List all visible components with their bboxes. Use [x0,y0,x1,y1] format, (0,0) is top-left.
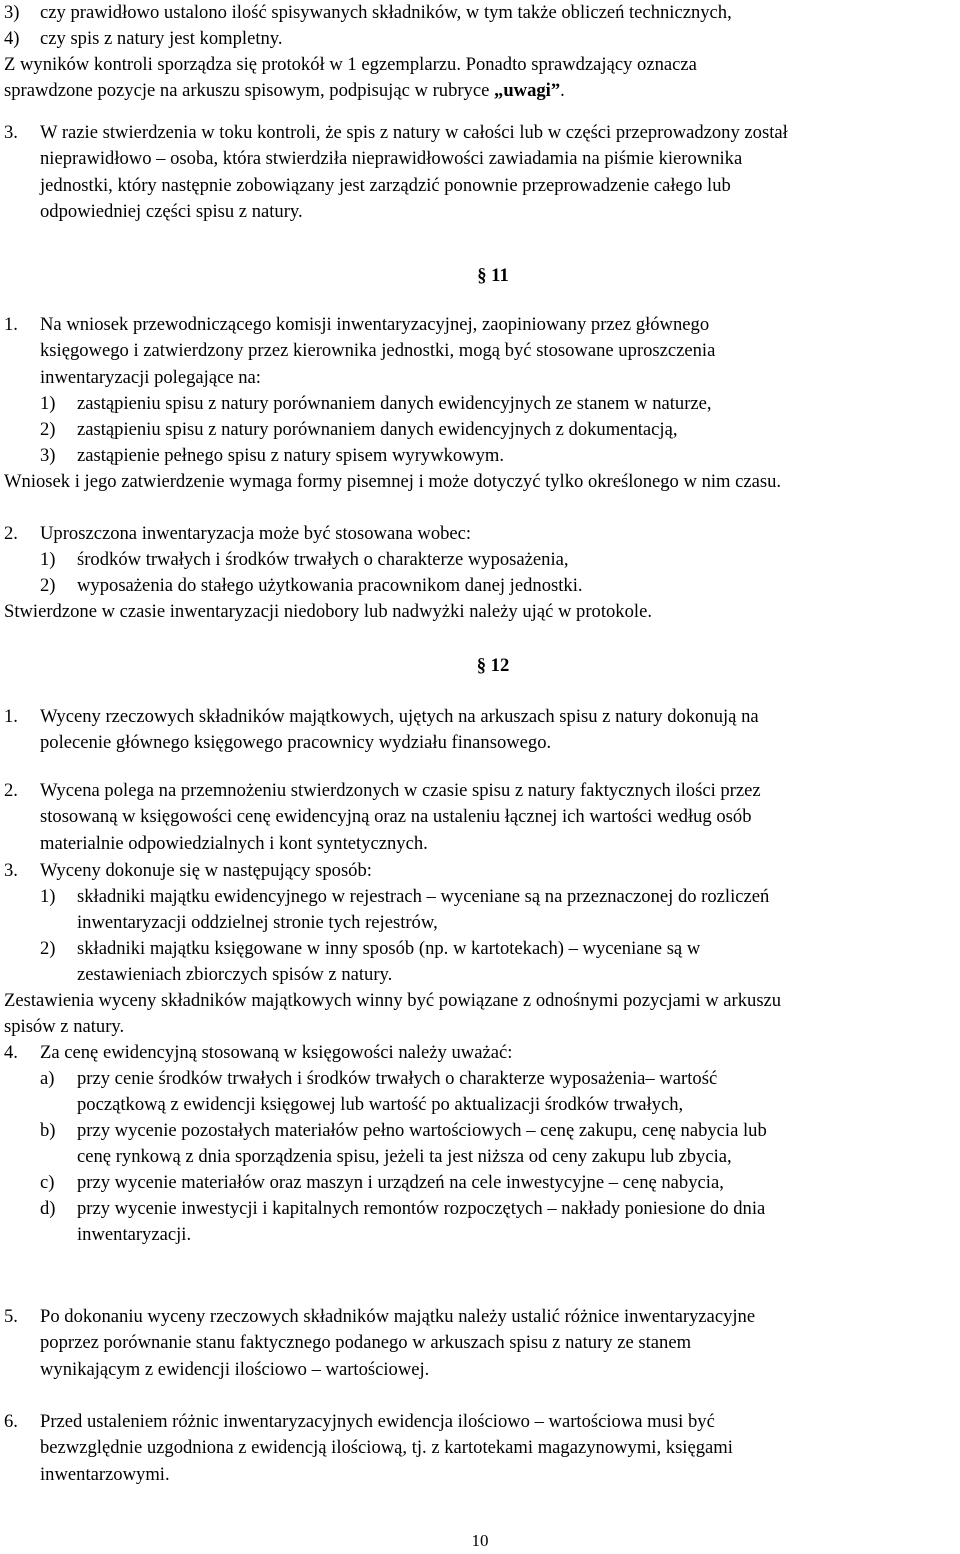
paragraph [0,469,960,495]
paragraph-body [40,521,960,547]
paragraph-line: odpowiedniej części spisu z natury. [40,201,303,223]
item-text: czy spis z natury jest kompletny. [40,28,283,49]
paragraph-line: spisów z natury. [4,1016,125,1038]
paragraph-line: Po dokonaniu wyceny rzeczowych składników majątku należy ustalić różnice inwentaryzacyjne [40,1306,756,1327]
item-number: 2) [40,419,56,440]
paragraph-body [40,778,960,857]
item-number: 3) [40,445,56,466]
paragraph-body [40,704,960,757]
paragraph-line: inwentarzowymi. [40,1463,170,1485]
item-letter: d) [40,1198,56,1219]
item-number: 4) [4,28,20,49]
list-item [0,884,960,937]
paragraph-number: 6. [4,1411,18,1432]
paragraph-line: bezwzględnie uzgodniona z ewidencją ilościową, tj. z kartotekami magazynowymi, księgami [40,1437,733,1459]
numbered-paragraph [0,778,960,857]
item-number: 1) [40,886,56,907]
item-line: przy wycenie materiałów oraz maszyn i urządzeń na cele inwestycyjne – cenę nabycia, [77,1172,724,1193]
paragraph-line: Stwierdzone w czasie inwentaryzacji niedobory lub nadwyżki należy ująć w protokole. [4,601,652,622]
paragraph-line: inwentaryzacji polegające na: [40,366,261,388]
paragraph-line: Zestawienia wyceny składników majątkowych winny być powiązane z odnośnymi pozycjami w arkuszu [4,990,782,1011]
numbered-paragraph [0,704,960,757]
paragraph-line: polecenie głównego księgowego pracownicy wydziału finansowego. [40,732,552,754]
list-item [0,1066,960,1119]
paragraph-line: Wniosek i jego zatwierdzenie wymaga formy pisemnej i może dotyczyć tylko określonego w nim czasu. [4,471,782,492]
paragraph-line: Za cenę ewidencyjną stosowaną w księgowości należy uważać: [40,1042,513,1063]
list-item [0,26,960,52]
item-line: przy cenie środków trwałych i środków trwałych o charakterze wyposażenia– wartość [77,1068,718,1089]
list-item [0,1196,960,1249]
paragraph-line: Uproszczona inwentaryzacja może być stosowana wobec: [40,523,472,544]
paragraph-line: Na wniosek przewodniczącego komisji inwentaryzacyjnej, zaopiniowany przez głównego [40,314,710,335]
paragraph [0,988,960,1041]
item-line: początkową z ewidencji księgowej lub wartość po aktualizacji środków trwałych, [77,1094,684,1116]
paragraph-body [40,312,960,391]
list-item [0,391,960,417]
list-item [0,1118,960,1171]
item-line: przy wycenie pozostałych materiałów pełno wartościowych – cenę zakupu, cenę nabycia lub [77,1120,767,1141]
list-item [0,443,960,469]
paragraph-line: nieprawidłowo – osoba, która stwierdziła nieprawidłowości zawiadamia na piśmie kierownika [40,148,743,170]
paragraph-line: wynikającym z ewidencji ilościowo – wartościowej. [40,1358,430,1380]
item-text: czy prawidłowo ustalono ilość spisywanych składników, w tym także obliczeń technicznych, [40,2,732,23]
page-number: 10 [471,1531,489,1550]
paragraph-line: jednostki, który następnie zobowiązany jest zarządzić ponownie przeprowadzenie całego lub [40,174,731,196]
paragraph [0,52,960,105]
numbered-paragraph [0,858,960,884]
numbered-paragraph [0,521,960,547]
paragraph-number: 2. [4,523,18,544]
item-line: cenę rynkową z dnia sporządzenia spisu, jeżeli ta jest niższa od ceny zakupu lub zbycia, [77,1146,732,1168]
bold-term: „uwagi” [494,80,561,102]
item-body [77,1066,960,1119]
item-text: środków trwałych i środków trwałych o charakterze wyposażenia, [77,549,569,570]
item-text: zastąpienie pełnego spisu z natury spisem wyrywkowym. [77,445,505,466]
paragraph-line: Wyceny dokonuje się w następujący sposób: [40,860,372,881]
item-text: zastąpieniu spisu z natury porównaniem danych ewidencyjnych z dokumentacją, [77,419,678,440]
paragraph-line: księgowego i zatwierdzony przez kierownika jednostki, mogą być stosowane uproszczenia [40,340,716,362]
paragraph-number: 4. [4,1042,18,1063]
item-line: składniki majątku ewidencyjnego w rejestrach – wyceniane są na przeznaczonej do rozliczeń [77,886,770,907]
paragraph-line [4,78,960,104]
item-text: zastąpieniu spisu z natury porównaniem danych ewidencyjnych ze stanem w naturze, [77,393,712,414]
list-item [0,417,960,443]
item-body [77,1118,960,1171]
paragraph-line: W razie stwierdzenia w toku kontroli, że spis z natury w całości lub w części przeprowadzony został [40,122,788,143]
numbered-paragraph [0,120,960,226]
item-number: 1) [40,393,56,414]
item-number: 3) [4,2,20,23]
paragraph-line: poprzez porównanie stanu faktycznego podanego w arkuszach spisu z natury ze stanem [40,1332,692,1354]
item-number: 2) [40,938,56,959]
paragraph-number: 5. [4,1306,18,1327]
text-span: . [560,80,565,102]
item-letter: a) [40,1068,55,1089]
paragraph-line: stosowaną w księgowości cenę ewidencyjną oraz na ustaleniu łącznej ich wartości według osób [40,806,752,828]
paragraph-number: 1. [4,706,18,727]
item-line: składniki majątku księgowane w inny sposób (np. w kartotekach) – wyceniane są w [77,938,701,959]
paragraph [0,599,960,625]
numbered-paragraph [0,312,960,391]
item-body [77,884,960,937]
paragraph-number: 2. [4,780,18,801]
paragraph-line: Przed ustaleniem różnic inwentaryzacyjnych ewidencja ilościowo – wartościowa musi być [40,1411,715,1432]
list-item [0,547,960,573]
paragraph-body [40,1409,960,1488]
paragraph-line: materialnie odpowiedzialnych i kont syntetycznych. [40,832,428,854]
numbered-paragraph [0,1040,960,1066]
item-letter: b) [40,1120,56,1141]
paragraph-line: Wycena polega na przemnożeniu stwierdzonych w czasie spisu z natury faktycznych ilości przez [40,780,761,801]
item-letter: c) [40,1172,55,1193]
paragraph-body [40,1040,960,1066]
item-body [77,1170,960,1196]
paragraph-body [40,1304,960,1383]
item-line: przy wycenie inwestycji i kapitalnych remontów rozpoczętych – nakłady poniesione do dnia [77,1198,766,1219]
paragraph-number: 3. [4,860,18,881]
section-heading-text: § 12 [476,655,510,676]
item-line: inwentaryzacji. [77,1224,192,1246]
paragraph-number: 3. [4,122,18,143]
item-text: wyposażenia do stałego użytkowania pracownikom danej jednostki. [77,575,583,596]
paragraph-body [40,120,960,226]
list-item [0,1170,960,1196]
numbered-paragraph [0,1304,960,1383]
list-item [0,0,960,26]
paragraph-number: 1. [4,314,18,335]
numbered-paragraph [0,1409,960,1488]
item-body [77,936,960,989]
paragraph-line: Wyceny rzeczowych składników majątkowych, ujętych na arkuszach spisu z natury dokonują na [40,706,759,727]
item-line: inwentaryzacji oddzielnej stronie tych rejestrów, [77,912,438,934]
item-line: zestawieniach zbiorczych spisów z natury. [77,964,393,986]
section-heading-text: § 11 [477,265,509,286]
item-number: 2) [40,575,56,596]
list-item [0,936,960,989]
section-heading [0,263,960,289]
list-item [0,573,960,599]
section-heading [0,653,960,679]
item-number: 1) [40,549,56,570]
item-body [77,1196,960,1249]
paragraph-line: Z wyników kontroli sporządza się protokół w 1 egzemplarzu. Ponadto sprawdzający oznacza [4,54,697,75]
paragraph-body [40,858,960,884]
text-span: sprawdzone pozycje na arkuszu spisowym, podpisując w rubryce [4,80,495,102]
